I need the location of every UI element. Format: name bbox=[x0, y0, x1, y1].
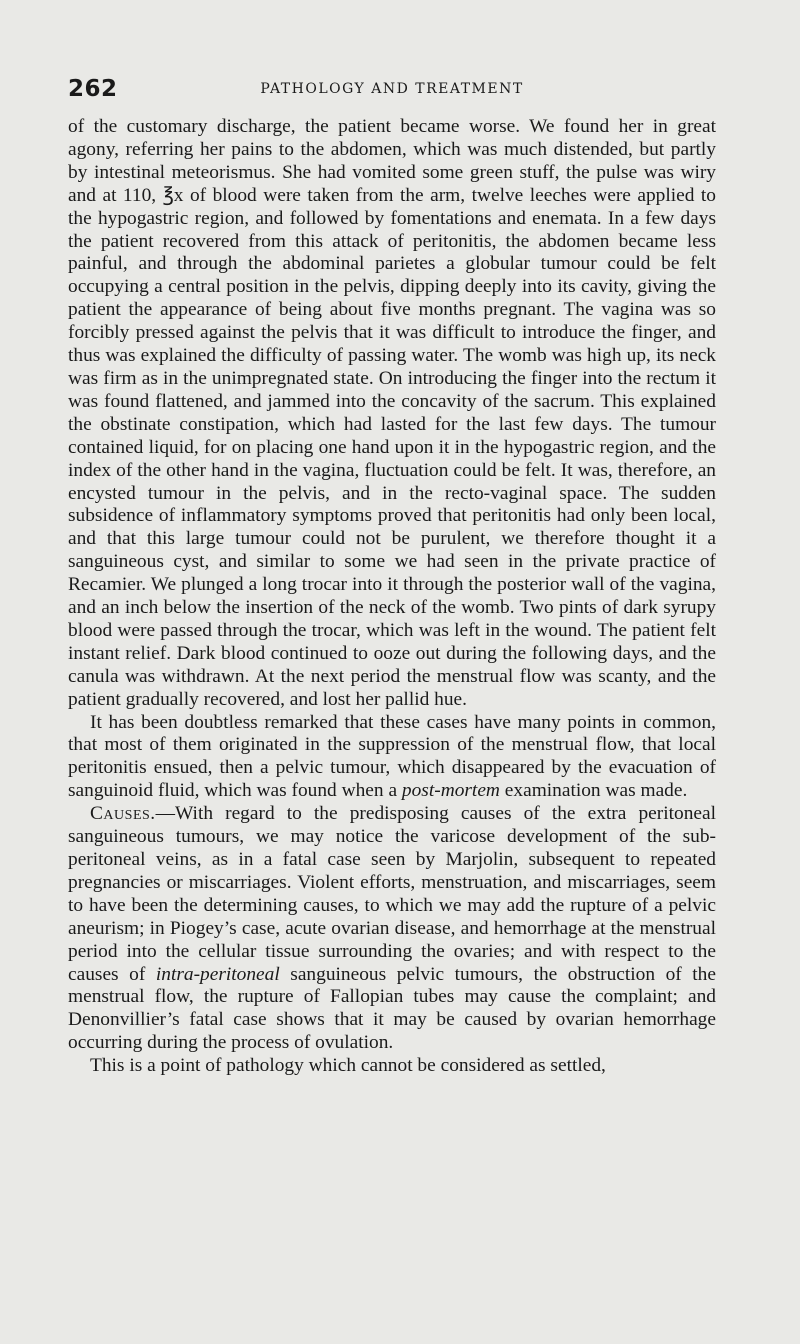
italic-intra-peritoneal: intra-peritoneal bbox=[155, 963, 280, 985]
paragraph-causes bbox=[68, 803, 716, 1055]
running-title: PATHOLOGY AND TREATMENT bbox=[260, 81, 524, 97]
paragraph-closing: This is a point of pathology which cannot be considered as settled, bbox=[90, 1055, 606, 1077]
causes-text-1: —With regard to the predisposing causes of the extra peritoneal sanguineous tumours, we may notice the varicose development of the sub-peritoneal veins, as in a fatal case seen by Marjolin, subsequent to repeated pregnancies or miscarriages. Violent efforts, menstruation, and miscarriages, seem to have been the determining causes, to which we may add the rupture of a pelvic aneurism; in Piogey’s case, acute ovarian disease, and hemorrhage at the menstrual period into the cellular tissue surrounding the ovaries; and with respect to the causes of bbox=[68, 803, 716, 985]
italic-post-mortem: post-mortem bbox=[401, 780, 500, 802]
paragraph-case-continued: of the customary discharge, the patient became worse. We found her in great agony, referring her pains to the abdomen, which was much distended, but partly by intestinal meteorismus. She had vomited some green stuff, the pulse was wiry and at 110, ℥x of blood were taken from the arm, twelve leeches were applied to the hypogastric region, and followed by fomentations and enemata. In a few days the patient recovered from this attack of peritonitis, the abdomen became less painful, and through the abdominal parietes a globular tumour could be felt occupying a central position in the pelvis, dipping deeply into its cavity, giving the patient the appearance of being about five months pregnant. The vagina was so forcibly pressed against the pelvis that it was difficult to introduce the finger, and thus was explained the difficulty of passing water. The womb was high up, its neck was firm as in the unimpregnated state. On introducing the finger into the rectum it was found flattened, and jammed into the concavity of the sacrum. This explained the obstinate constipation, which had lasted for the last few days. The tumour contained liquid, for on placing one hand upon it in the hypogastric region, and the index of the other hand in the vagina, fluctuation could be felt. It was, therefore, an encysted tumour in the pelvis, and in the recto-vaginal space. The sudden subsidence of inflammatory symptoms proved that peritonitis had only been local, and that this large tumour could not be purulent, we therefore thought it a sanguineous cyst, and similar to some we had seen in the private practice of Recamier. We plunged a long trocar into it through the posterior wall of the vagina, and an inch below the insertion of the neck of the womb. Two pints of dark syrupy blood were passed through the trocar, which was left in the wound. The patient felt instant relief. Dark blood continued to ooze out during the following days, and the canula was withdrawn. At the next period the menstrual flow was scanty, and the patient gradually recovered, and lost her pallid hue. bbox=[68, 116, 716, 710]
page-number: 262 bbox=[68, 76, 118, 102]
paragraph-summary bbox=[68, 712, 716, 804]
summary-text-2: examination was made. bbox=[499, 780, 688, 802]
summary-text-1: It has been doubtless remarked that these cases have many points in common, that most of them originated in the suppression of the menstrual flow, that local peritonitis ensued, then a pelvic tumour, which disappeared by the evacuation of sanguinoid fluid, which was found when a bbox=[68, 711, 716, 802]
causes-text-2: sanguineous pelvic tumours, the obstruction of the menstrual flow, the rupture of Fallopian tubes may cause the complaint; and Denonvillier’s fatal case shows that it may be caused by ovarian hemorrhage occurring during the process of ovulation. bbox=[68, 963, 716, 1054]
page-header bbox=[68, 76, 716, 106]
section-label-causes: Causes. bbox=[90, 803, 156, 825]
body-text bbox=[68, 116, 716, 1078]
